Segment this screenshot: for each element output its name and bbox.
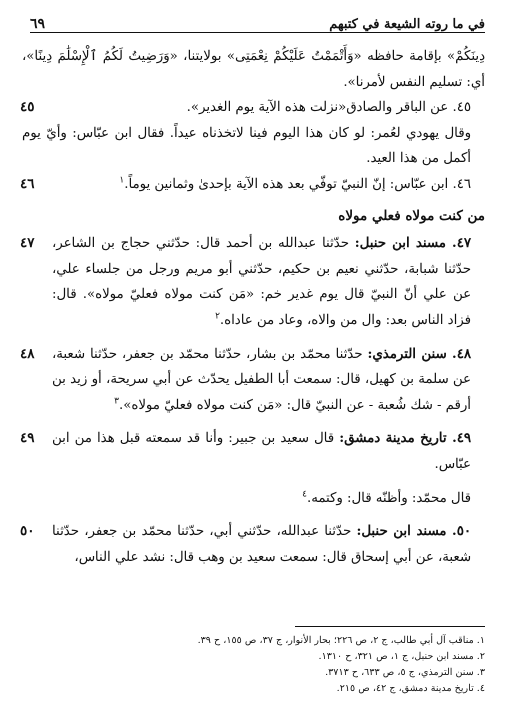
paragraph-text: حدّثنا عبدالله بن أحمد قال: حدّثني حجاج بن الشاعر، حدّثنا شبابة، حدّثني نعيم بن حكيم، حدّثني أبو مريم ورجل من جلساء علي، عن علي أنّ النبيّ قال يوم غدير خم: «مَن كنت مولاه فعليّ مولاه». قال: فزاد الناس بعد: وال من والاه، وعاد من عاداه. — [52, 236, 471, 328]
margin-number: ٤٧ — [20, 235, 35, 252]
footnote-ref: ٤ — [302, 489, 307, 500]
margin-number: ٤٦ — [20, 175, 35, 192]
footnote-4: ٤. تاريخ مدينة دمشق، ج ٤٢، ص ٢١٥. — [336, 683, 485, 694]
margin-number: ٤٥ — [20, 99, 35, 116]
section-heading: من كنت مولاه فعلي مولاه — [338, 207, 485, 224]
footnote-ref: ١ — [119, 175, 125, 186]
hadith-47 — [22, 231, 485, 333]
paragraph-text: دِينَكُمْ» بإقامة حافظه «وَأَتْمَمْتُ عَلَيْكُمْ نِعْمَتِى» بولايتنا، «وَرَضِيتُ لَكُمُ ٱلْإِسْلَٰمَ دِينًا»، أي: تسليم النفس لأمرنا». — [22, 49, 485, 90]
paragraph-text: قال سعيد بن جبير: وأنا قد سمعته قبل هذا من ابن عبّاس. — [52, 431, 471, 472]
paragraph-text: حدّثنا عبدالله، حدّثني أبي، حدّثنا محمّد بن جعفر، حدّثنا شعبة، عن أبي إسحاق قال: سمعت سعيد بن وهب قال: نشد علي الناس، — [52, 524, 471, 565]
paragraph-text: ٤٥. عن الباقر والصادق«نزلت هذه الآية يوم الغدير». — [186, 100, 471, 116]
header-title: في ما روته الشيعة في كتبهم — [329, 17, 485, 32]
paragraph-text: وقال يهودي لعُمر: لو كان هذا اليوم فينا لاتخذناه عيداً. فقال ابن عبّاس: وأيّ يوم أكمل من هذا العيد. — [22, 125, 471, 167]
footnote-divider — [295, 626, 485, 627]
source-label: ٥٠. مسند ابن حنبل: — [356, 524, 471, 540]
footnote-1: ١. مناقب آل أبي طالب، ج ٢، ص ٢٢٦؛ بحار الأنوار، ج ٣٧، ص ١٥٥، ح ٣٩. — [197, 635, 485, 646]
footnote-2: ٢. مسند ابن حنبل، ج ١، ص ٣٢١، ح ١٣١٠. — [318, 651, 485, 662]
source-label: ٤٨. سنن الترمذي: — [367, 346, 471, 362]
margin-number: ٤٨ — [20, 345, 35, 362]
page-body — [22, 44, 485, 570]
paragraph-jew-umar — [22, 121, 485, 172]
hadith-45 — [22, 95, 485, 121]
footnote-ref: ٣ — [114, 396, 119, 407]
source-label: ٤٧. مسند ابن حنبل: — [354, 236, 471, 252]
paragraph-text: ٤٦. ابن عبّاس: إنّ النبيّ توفّي بعد هذه الآية بإحدىٰ وثمانين يوماً. — [124, 176, 471, 192]
source-label: ٤٩. تاريخ مدينة دمشق: — [339, 431, 471, 447]
margin-number: ٥٠ — [20, 523, 35, 540]
footnotes — [24, 626, 485, 697]
hadith-49 — [22, 426, 485, 477]
running-header — [30, 10, 485, 33]
paragraph-continuation — [22, 44, 485, 95]
paragraph-text: قال محمّد: وأظنّه قال: وكتمه. — [306, 490, 471, 506]
paragraph-muhammad — [22, 486, 485, 512]
page-number: ٦٩ — [30, 16, 46, 32]
footnote-3: ٣. سنن الترمذي، ج ٥، ص ٦٣٣، ح ٣٧١٣. — [325, 667, 485, 678]
hadith-50 — [22, 519, 485, 570]
hadith-48 — [22, 342, 485, 419]
paragraph-text: حدّثنا محمّد بن بشار، حدّثنا محمّد بن جعفر، حدّثنا شعبة، عن سلمة بن كهيل، قال: سمعت أبا الطفيل يحدّث عن أبي سريحة، أو زيد بن أرقم - شك شُعبة - عن النبيّ قال: «مَن كنت مولاه فعليّ مولاه». — [52, 346, 471, 413]
margin-number: ٤٩ — [20, 430, 35, 447]
hadith-46 — [22, 172, 485, 198]
footnote-ref: ٢ — [215, 311, 220, 322]
